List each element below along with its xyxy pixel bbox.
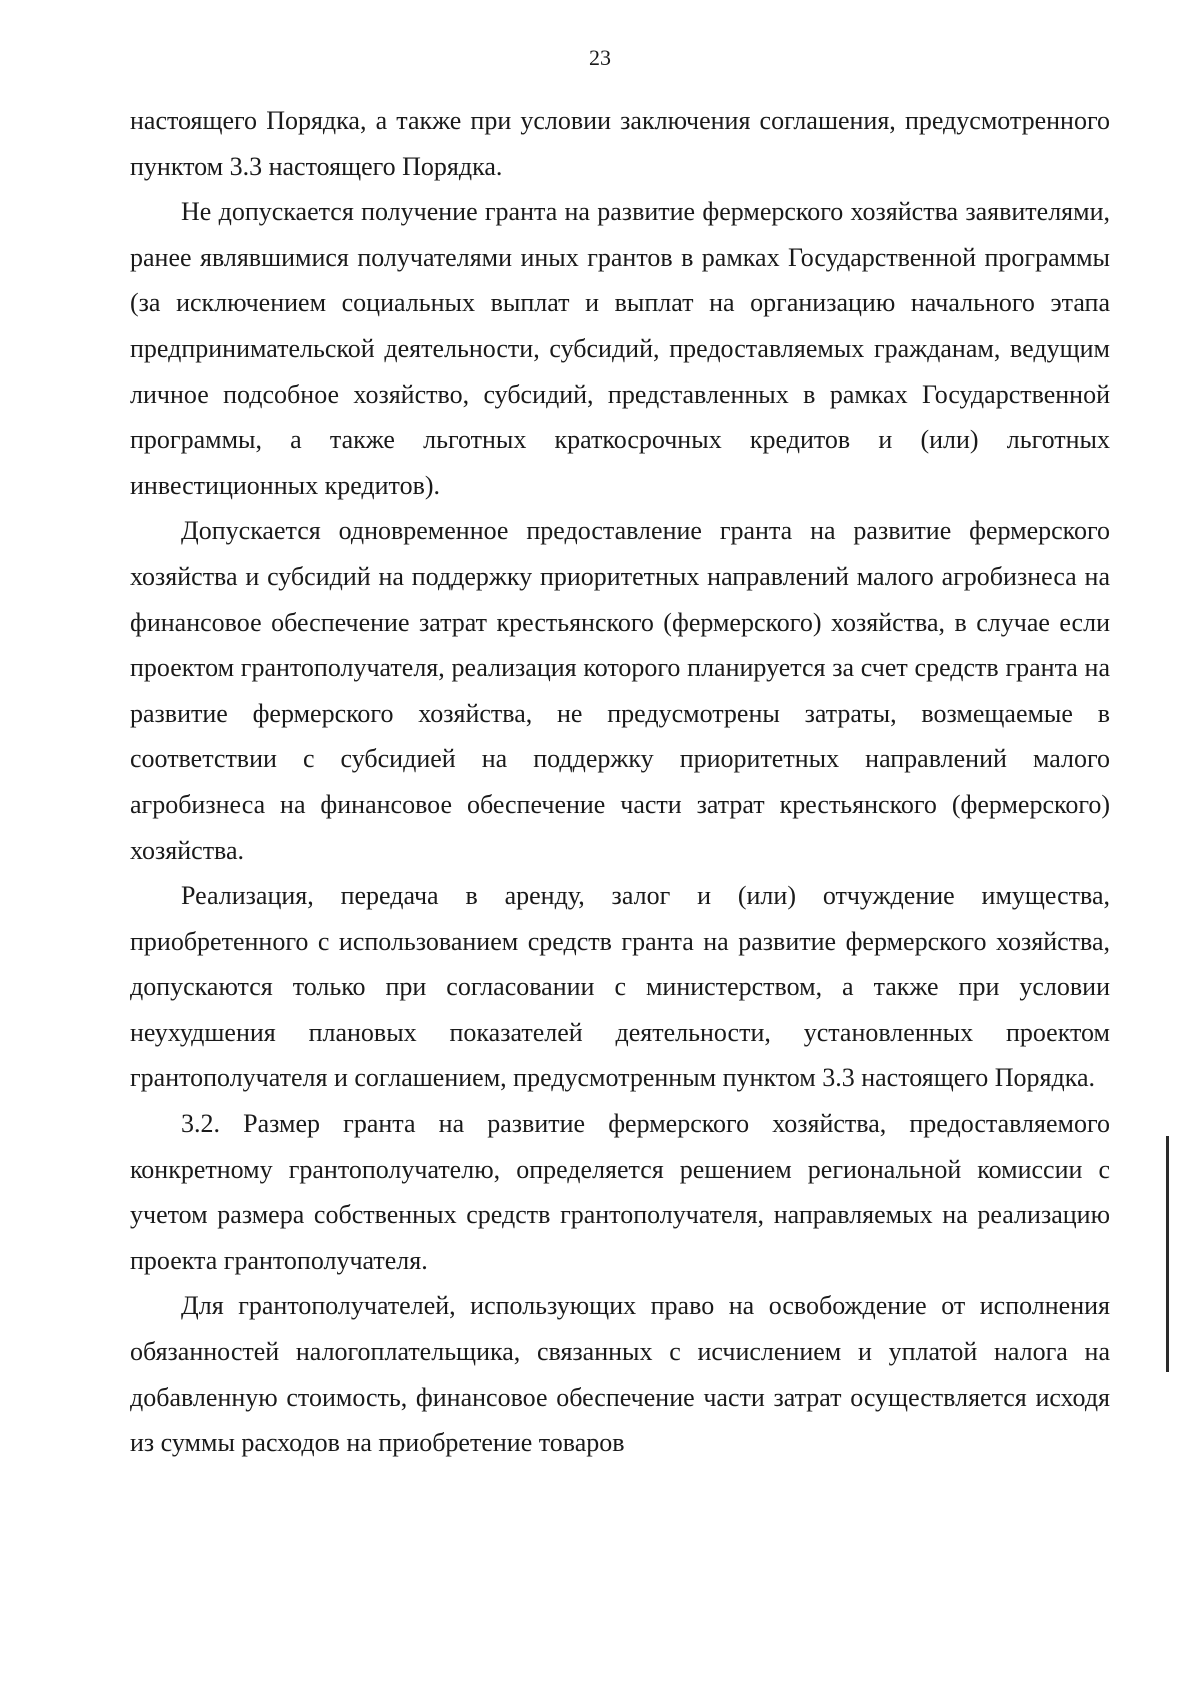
paragraph-continuation: настоящего Порядка, а также при условии заключения соглашения, предусмотренного пунктом 3.3 настоящего Порядка. <box>130 106 1110 181</box>
scan-edge-mark <box>1166 1136 1169 1372</box>
paragraph-simultaneous-provision: Допускается одновременное предоставление гранта на развитие фермерского хозяйства и субсидий на поддержку приоритетных направлений малого агробизнеса на финансовое обеспечение затрат крестьянского (фермерского) хозяйства, в случае если проектом грантополучателя, реализация которого планируется за счет средств гранта на развитие фермерского хозяйства, не предусмотрены затраты, возмещаемые в соответствии с субсидией на поддержку приоритетных направлений малого агробизнеса на финансовое обеспечение части затрат крестьянского (фермерского) хозяйства. <box>130 516 1110 865</box>
paragraph-grant-restriction: Не допускается получение гранта на развитие фермерского хозяйства заявителями, ранее являвшимися получателями иных грантов в рамках Государственной программы (за исключением социальных выплат и выплат на организацию начального этапа предпринимательской деятельности, субсидий, предоставляемых гражданам, ведущим личное подсобное хозяйство, субсидий, представленных в рамках Государственной программы, а также льготных краткосрочных кредитов и (или) льготных инвестиционных кредитов). <box>130 197 1110 500</box>
paragraph-vat-exemption: Для грантополучателей, использующих право на освобождение от исполнения обязанностей налогоплательщика, связанных с исчислением и уплатой налога на добавленную стоимость, финансовое обеспечение части затрат осуществляется исходя из суммы расходов на приобретение товаров <box>130 1291 1110 1458</box>
paragraph-section-3-2: 3.2. Размер гранта на развитие фермерского хозяйства, предоставляемого конкретному грантополучателю, определяется решением региональной комиссии с учетом размера собственных средств грантополучателя, направляемых на реализацию проекта грантополучателя. <box>130 1109 1110 1275</box>
page-number: 23 <box>589 45 611 70</box>
document-body <box>130 98 1110 1466</box>
paragraph-property-disposal: Реализация, передача в аренду, залог и (или) отчуждение имущества, приобретенного с использованием средств гранта на развитие фермерского хозяйства, допускаются только при согласовании с министерством, а также при условии неухудшения плановых показателей деятельности, установленных проектом грантополучателя и соглашением, предусмотренным пунктом 3.3 настоящего Порядка. <box>130 881 1110 1093</box>
